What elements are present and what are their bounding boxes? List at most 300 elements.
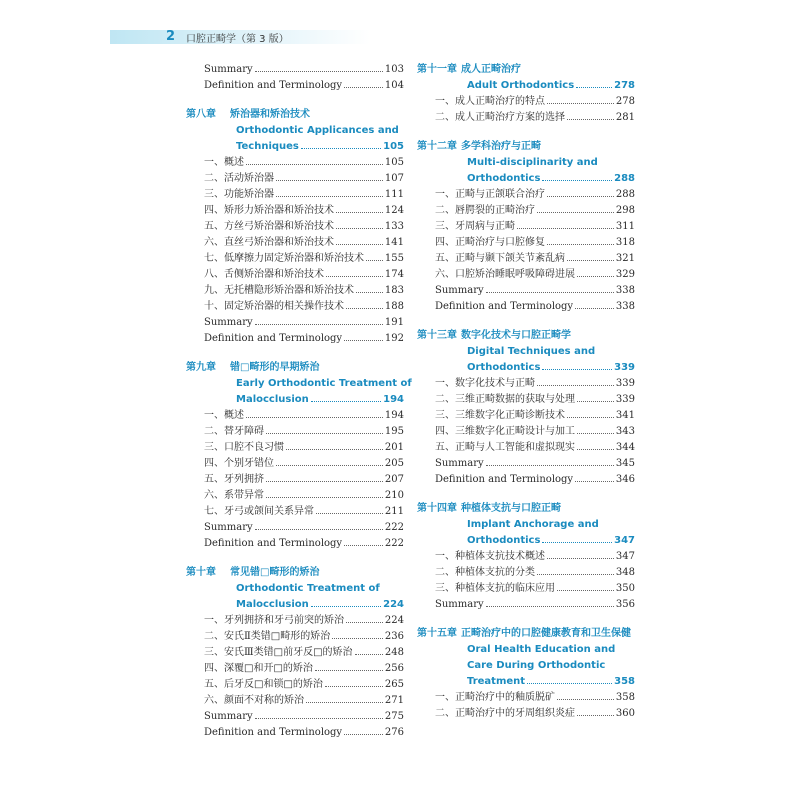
entry-page-number: 329 — [615, 269, 635, 280]
dot-leader — [344, 545, 383, 546]
toc-chapter — [186, 62, 404, 94]
dot-leader — [577, 449, 614, 450]
chapter-page-number: 105 — [383, 141, 404, 152]
toc-entry[interactable] — [204, 299, 404, 315]
dot-leader — [547, 103, 614, 104]
chapter-title-en-text: Adult Orthodontics — [467, 80, 575, 91]
entry-page-number: 155 — [384, 253, 404, 264]
dot-leader — [311, 606, 381, 607]
dot-leader — [537, 574, 614, 575]
dot-leader — [355, 654, 383, 655]
chapter-title-en[interactable] — [467, 171, 635, 187]
entry-label: 一、概述 — [204, 410, 244, 421]
toc-entry[interactable] — [435, 94, 635, 110]
toc-entry[interactable] — [204, 171, 404, 187]
entry-label: 六、系带异常 — [204, 490, 264, 501]
entry-label: 二、活动矫治器 — [204, 173, 274, 184]
toc-entry[interactable] — [435, 299, 635, 315]
entry-label: 一、正畸治疗中的釉质脱矿 — [435, 692, 555, 703]
dot-leader — [266, 433, 383, 434]
entry-label: 六、直丝弓矫治器和矫治技术 — [204, 237, 334, 248]
chapter-title-en-text: Implant Anchorage and — [467, 519, 599, 530]
entry-page-number: 275 — [384, 711, 404, 722]
chapter-title-en-text: Orthodontic Applicances and — [236, 125, 399, 136]
entry-page-number: 205 — [384, 458, 404, 469]
chapter-title-en-text: Early Orthodontic Treatment of — [236, 378, 412, 389]
entry-page-number: 358 — [615, 692, 635, 703]
toc-entry[interactable] — [435, 440, 635, 456]
entry-label: 四、正畸治疗与口腔修复 — [435, 237, 545, 248]
chapter-title-cn: 常见错□畸形的矫治 — [230, 567, 320, 578]
entry-page-number: 195 — [384, 426, 404, 437]
dot-leader — [557, 699, 614, 700]
entry-label: 五、正畸与颞下颌关节紊乱病 — [435, 253, 565, 264]
entry-label: 一、正畸与正颌联合治疗 — [435, 189, 545, 200]
entry-page-number: 338 — [615, 301, 635, 312]
entry-label: 三、牙周病与正畸 — [435, 221, 515, 232]
toc-entry[interactable] — [435, 376, 635, 392]
toc-entry[interactable] — [435, 597, 635, 613]
chapter-number: 第十二章 — [417, 141, 457, 152]
chapter-title-cn: 正畸治疗中的口腔健康教育和卫生保健 — [461, 628, 631, 639]
dot-leader — [542, 180, 612, 181]
chapter-heading[interactable] — [186, 360, 404, 376]
chapter-title-en-text: Digital Techniques and — [467, 346, 596, 357]
book-title: 口腔正畸学（第 3 版） — [186, 34, 289, 45]
toc-entry[interactable] — [204, 424, 404, 440]
dot-leader — [316, 513, 383, 514]
toc-entry[interactable] — [204, 472, 404, 488]
entry-label: 二、成人正畸治疗方案的选择 — [435, 112, 565, 123]
chapter-page-number: 288 — [614, 173, 635, 184]
toc-chapter — [186, 360, 412, 552]
entry-page-number: 210 — [384, 490, 404, 501]
entry-label: 一、种植体支抗技术概述 — [435, 551, 545, 562]
entry-label: Summary — [204, 64, 253, 75]
dot-leader — [366, 260, 383, 261]
dot-leader — [344, 87, 383, 88]
chapter-title-en-text: Multi-disciplinarity and — [467, 157, 598, 168]
entry-page-number: 356 — [615, 599, 635, 610]
entry-label: 二、种植体支抗的分类 — [435, 567, 535, 578]
dot-leader — [575, 308, 614, 309]
chapter-title-en[interactable] — [467, 642, 635, 658]
entry-label: 八、舌侧矫治器和矫治技术 — [204, 269, 324, 280]
toc-entry[interactable] — [435, 581, 635, 597]
chapter-number: 第十五章 — [417, 628, 457, 639]
entry-page-number: 107 — [384, 173, 404, 184]
entry-page-number: 339 — [615, 378, 635, 389]
entry-page-number: 183 — [384, 285, 404, 296]
toc-entry[interactable] — [204, 536, 404, 552]
dot-leader — [336, 244, 383, 245]
toc-entry[interactable] — [204, 331, 404, 347]
entry-page-number: 191 — [384, 317, 404, 328]
entry-label: 十、固定矫治器的相关操作技术 — [204, 301, 344, 312]
dot-leader — [276, 196, 383, 197]
entry-page-number: 133 — [384, 221, 404, 232]
toc-chapter — [417, 501, 635, 613]
entry-page-number: 338 — [615, 285, 635, 296]
entry-label: 二、安氏Ⅱ类错□畸形的矫治 — [204, 631, 331, 642]
chapter-title-en[interactable] — [467, 78, 635, 94]
entry-label: 七、低摩擦力固定矫治器和矫治技术 — [204, 253, 364, 264]
toc-entry[interactable] — [204, 267, 404, 283]
entry-page-number: 350 — [615, 583, 635, 594]
entry-page-number: 224 — [384, 615, 404, 626]
dot-leader — [286, 449, 383, 450]
toc-entry[interactable] — [435, 706, 635, 722]
entry-label: Summary — [435, 599, 484, 610]
chapter-title-en[interactable] — [236, 392, 404, 408]
entry-label: 五、方丝弓矫治器和矫治技术 — [204, 221, 334, 232]
chapter-heading[interactable] — [417, 139, 635, 155]
entry-label: 二、唇腭裂的正畸治疗 — [435, 205, 535, 216]
entry-label: 六、口腔矫治睡眠呼吸障碍进展 — [435, 269, 575, 280]
chapter-heading[interactable] — [186, 565, 404, 581]
toc-entry[interactable] — [204, 62, 404, 78]
entry-label: 九、无托槽隐形矫治器和矫治技术 — [204, 285, 354, 296]
chapter-page-number: 278 — [614, 80, 635, 91]
entry-page-number: 222 — [384, 538, 404, 549]
chapter-number: 第九章 — [186, 362, 216, 373]
dot-leader — [577, 715, 614, 716]
dot-leader — [306, 702, 383, 703]
chapter-heading[interactable] — [417, 626, 635, 642]
toc-entry[interactable] — [435, 283, 635, 299]
entry-page-number: 347 — [615, 551, 635, 562]
toc-entry[interactable] — [204, 283, 404, 299]
entry-page-number: 207 — [384, 474, 404, 485]
entry-label: 三、三维数字化正畸诊断技术 — [435, 410, 565, 421]
entry-label: Summary — [435, 285, 484, 296]
dot-leader — [276, 465, 383, 466]
chapter-heading[interactable] — [186, 107, 404, 123]
entry-label: 一、牙列拥挤和牙弓前突的矫治 — [204, 615, 344, 626]
dot-leader — [255, 718, 383, 719]
entry-page-number: 248 — [384, 647, 404, 658]
entry-label: 五、后牙反□和锁□的矫治 — [204, 679, 323, 690]
entry-label: 二、替牙障碍 — [204, 426, 264, 437]
toc-entry[interactable] — [204, 440, 404, 456]
toc-chapter — [417, 328, 635, 488]
chapter-title-en-text: Orthodontic Treatment of — [236, 583, 380, 594]
dot-leader — [576, 87, 612, 88]
dot-leader — [332, 638, 383, 639]
entry-label: 三、种植体支抗的临床应用 — [435, 583, 555, 594]
entry-label: 五、牙列拥挤 — [204, 474, 264, 485]
entry-page-number: 111 — [384, 189, 404, 200]
dot-leader — [336, 212, 383, 213]
dot-leader — [246, 417, 383, 418]
entry-page-number: 104 — [384, 80, 404, 91]
chapter-title-en-text: Care During Orthodontic — [467, 660, 606, 671]
entry-page-number: 256 — [384, 663, 404, 674]
chapter-title-cn: 多学科治疗与正畸 — [461, 141, 541, 152]
entry-page-number: 271 — [384, 695, 404, 706]
chapter-page-number: 358 — [614, 676, 635, 687]
dot-leader — [567, 417, 614, 418]
dot-leader — [266, 481, 383, 482]
toc-entry[interactable] — [204, 456, 404, 472]
entry-label: 一、数字化技术与正畸 — [435, 378, 535, 389]
entry-page-number: 321 — [615, 253, 635, 264]
toc-entry[interactable] — [435, 549, 635, 565]
toc-entry[interactable] — [204, 187, 404, 203]
toc-right-column — [417, 62, 635, 722]
entry-label: 四、个别牙错位 — [204, 458, 274, 469]
chapter-title-en[interactable] — [467, 674, 635, 690]
toc-entry[interactable] — [435, 472, 635, 488]
entry-page-number: 345 — [615, 458, 635, 469]
entry-page-number: 174 — [384, 269, 404, 280]
chapter-title-en-text: Malocclusion — [236, 599, 309, 610]
entry-page-number: 141 — [384, 237, 404, 248]
chapter-title-cn: 成人正畸治疗 — [461, 64, 521, 75]
toc-chapter — [186, 107, 404, 347]
toc-entry[interactable] — [204, 78, 404, 94]
entry-label: Summary — [204, 711, 253, 722]
dot-leader — [567, 260, 614, 261]
dot-leader — [326, 276, 383, 277]
entry-page-number: 222 — [384, 522, 404, 533]
entry-page-number: 348 — [615, 567, 635, 578]
entry-page-number: 105 — [384, 157, 404, 168]
chapter-title-cn: 数字化技术与口腔正畸学 — [461, 330, 571, 341]
toc-entry[interactable] — [204, 661, 404, 677]
toc-entry[interactable] — [435, 110, 635, 126]
entry-label: Summary — [435, 458, 484, 469]
entry-label: 四、三维数字化正畸设计与加工 — [435, 426, 575, 437]
toc-entry[interactable] — [204, 645, 404, 661]
chapter-heading[interactable] — [417, 501, 635, 517]
dot-leader — [311, 401, 381, 402]
entry-page-number: 211 — [384, 506, 404, 517]
chapter-title-en[interactable] — [467, 517, 635, 533]
dot-leader — [486, 465, 614, 466]
entry-page-number: 124 — [384, 205, 404, 216]
entry-label: 一、概述 — [204, 157, 244, 168]
entry-page-number: 318 — [615, 237, 635, 248]
chapter-title-en[interactable] — [236, 597, 404, 613]
toc-entry[interactable] — [204, 488, 404, 504]
toc-entry[interactable] — [204, 520, 404, 536]
entry-page-number: 276 — [384, 727, 404, 738]
toc-entry[interactable] — [204, 725, 404, 741]
dot-leader — [542, 369, 612, 370]
entry-label: 三、口腔不良习惯 — [204, 442, 284, 453]
toc-entry[interactable] — [204, 219, 404, 235]
dot-leader — [517, 228, 614, 229]
chapter-number: 第十章 — [186, 567, 216, 578]
chapter-title-en[interactable] — [236, 139, 404, 155]
chapter-title-en-text: Orthodontics — [467, 535, 541, 546]
entry-page-number: 236 — [384, 631, 404, 642]
toc-entry[interactable] — [435, 690, 635, 706]
entry-page-number: 265 — [384, 679, 404, 690]
entry-label: 五、正畸与人工智能和虚拟现实 — [435, 442, 575, 453]
chapter-title-en[interactable] — [236, 581, 404, 597]
toc-entry[interactable] — [435, 424, 635, 440]
chapter-title-en-text: Orthodontics — [467, 173, 541, 184]
dot-leader — [577, 401, 614, 402]
dot-leader — [325, 686, 383, 687]
entry-page-number: 288 — [615, 189, 635, 200]
dot-leader — [255, 324, 383, 325]
toc-entry[interactable] — [204, 315, 404, 331]
dot-leader — [276, 180, 383, 181]
dot-leader — [547, 244, 614, 245]
chapter-title-en[interactable] — [467, 155, 635, 171]
entry-page-number: 278 — [615, 96, 635, 107]
entry-page-number: 360 — [615, 708, 635, 719]
toc-entry[interactable] — [204, 677, 404, 693]
chapter-title-cn: 矫治器和矫治技术 — [230, 109, 310, 120]
entry-page-number: 188 — [384, 301, 404, 312]
chapter-number: 第十一章 — [417, 64, 457, 75]
chapter-heading[interactable] — [417, 328, 635, 344]
entry-label: Definition and Terminology — [204, 333, 343, 344]
entry-label: 七、牙弓或颌间关系异常 — [204, 506, 314, 517]
dot-leader — [315, 670, 383, 671]
entry-label: 四、矫形力矫治器和矫治技术 — [204, 205, 334, 216]
toc-entry[interactable] — [435, 219, 635, 235]
toc-entry[interactable] — [435, 203, 635, 219]
dot-leader — [577, 276, 614, 277]
entry-page-number: 103 — [384, 64, 404, 75]
chapter-page-number: 224 — [383, 599, 404, 610]
chapter-title-en[interactable] — [467, 533, 635, 549]
toc-entry[interactable] — [204, 613, 404, 629]
entry-label: Definition and Terminology — [435, 474, 574, 485]
chapter-number: 第十四章 — [417, 503, 457, 514]
dot-leader — [486, 292, 614, 293]
dot-leader — [577, 433, 614, 434]
entry-label: Definition and Terminology — [204, 727, 343, 738]
chapter-title-en-text: Techniques — [236, 141, 299, 152]
dot-leader — [486, 606, 614, 607]
entry-page-number: 343 — [615, 426, 635, 437]
toc-entry[interactable] — [204, 408, 404, 424]
dot-leader — [567, 119, 614, 120]
dot-leader — [575, 481, 614, 482]
entry-page-number: 339 — [615, 394, 635, 405]
entry-label: 二、正畸治疗中的牙周组织炎症 — [435, 708, 575, 719]
toc-entry[interactable] — [204, 693, 404, 709]
chapter-number: 第十三章 — [417, 330, 457, 341]
page-number: 2 — [166, 29, 176, 44]
toc-chapter — [417, 62, 635, 126]
chapter-page-number: 339 — [614, 362, 635, 373]
entry-page-number: 201 — [384, 442, 404, 453]
dot-leader — [346, 622, 383, 623]
toc-entry[interactable] — [204, 629, 404, 645]
dot-leader — [266, 497, 383, 498]
chapter-heading[interactable] — [417, 62, 635, 78]
dot-leader — [537, 385, 614, 386]
entry-label: 二、三维正畸数据的获取与处理 — [435, 394, 575, 405]
toc-entry[interactable] — [204, 155, 404, 171]
entry-label: 六、颜面不对称的矫治 — [204, 695, 304, 706]
entry-page-number: 341 — [615, 410, 635, 421]
toc-entry[interactable] — [435, 408, 635, 424]
toc-entry[interactable] — [435, 251, 635, 267]
entry-label: 一、成人正畸治疗的特点 — [435, 96, 545, 107]
toc-entry[interactable] — [204, 203, 404, 219]
entry-label: Definition and Terminology — [435, 301, 574, 312]
dot-leader — [301, 148, 381, 149]
dot-leader — [356, 292, 383, 293]
dot-leader — [336, 228, 383, 229]
entry-label: Summary — [204, 317, 253, 328]
dot-leader — [346, 308, 383, 309]
chapter-title-en[interactable] — [467, 344, 635, 360]
chapter-title-en-text: Orthodontics — [467, 362, 541, 373]
toc-entry[interactable] — [435, 456, 635, 472]
entry-page-number: 344 — [615, 442, 635, 453]
toc-chapter — [417, 139, 635, 315]
entry-page-number: 346 — [615, 474, 635, 485]
toc-entry[interactable] — [204, 251, 404, 267]
entry-page-number: 281 — [615, 112, 635, 123]
toc-chapter — [417, 626, 635, 722]
dot-leader — [527, 683, 612, 684]
dot-leader — [246, 164, 383, 165]
entry-label: Definition and Terminology — [204, 80, 343, 91]
dot-leader — [547, 196, 614, 197]
toc-entry[interactable] — [204, 504, 404, 520]
chapter-title-cn: 错□畸形的早期矫治 — [230, 362, 320, 373]
dot-leader — [344, 734, 383, 735]
entry-label: 三、安氏Ⅲ类错□前牙反□的矫治 — [204, 647, 353, 658]
chapter-page-number: 347 — [614, 535, 635, 546]
toc-left-column — [186, 62, 412, 741]
dot-leader — [255, 71, 383, 72]
entry-page-number: 194 — [384, 410, 404, 421]
entry-label: 三、功能矫治器 — [204, 189, 274, 200]
entry-page-number: 192 — [384, 333, 404, 344]
entry-label: Summary — [204, 522, 253, 533]
dot-leader — [344, 340, 383, 341]
entry-page-number: 311 — [615, 221, 635, 232]
dot-leader — [557, 590, 614, 591]
chapter-title-cn: 种植体支抗与口腔正畸 — [461, 503, 561, 514]
toc-entry[interactable] — [435, 235, 635, 251]
entry-page-number: 298 — [615, 205, 635, 216]
toc-entry[interactable] — [204, 709, 404, 725]
toc-entry[interactable] — [435, 267, 635, 283]
chapter-title-en[interactable] — [236, 123, 404, 139]
entry-label: Definition and Terminology — [204, 538, 343, 549]
chapter-title-en[interactable] — [236, 376, 412, 392]
chapter-title-en-text: Treatment — [467, 676, 526, 687]
toc-entry[interactable] — [435, 392, 635, 408]
dot-leader — [542, 542, 612, 543]
toc-entry[interactable] — [435, 565, 635, 581]
dot-leader — [537, 212, 614, 213]
entry-label: 四、深覆□和开□的矫治 — [204, 663, 313, 674]
toc-entry[interactable] — [435, 187, 635, 203]
dot-leader — [255, 529, 383, 530]
chapter-number: 第八章 — [186, 109, 216, 120]
chapter-title-en[interactable] — [467, 360, 635, 376]
chapter-title-en[interactable] — [467, 658, 635, 674]
dot-leader — [547, 558, 614, 559]
chapter-page-number: 194 — [383, 394, 404, 405]
toc-entry[interactable] — [204, 235, 404, 251]
chapter-title-en-text: Malocclusion — [236, 394, 309, 405]
toc-chapter — [186, 565, 404, 741]
